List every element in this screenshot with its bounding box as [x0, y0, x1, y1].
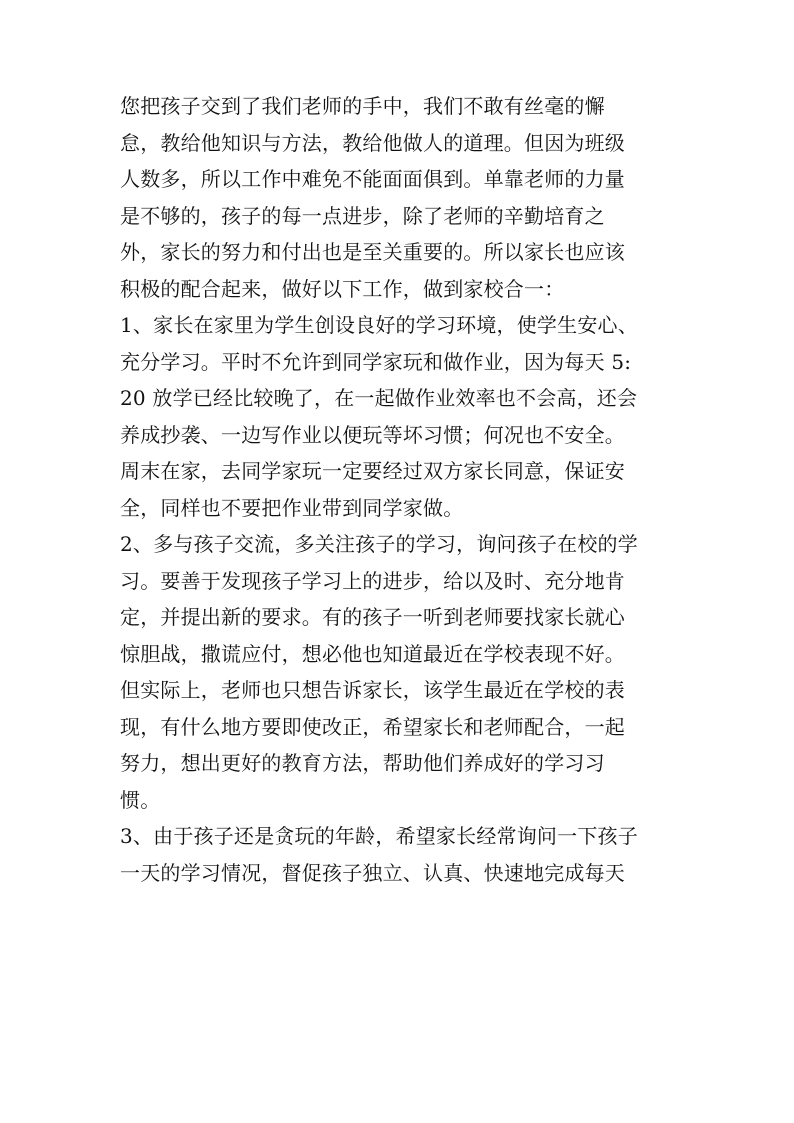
- text-line-21: 3、由于孩子还是贪玩的年龄，希望家长经常询问一下孩子: [120, 824, 638, 848]
- text-line-14: 习。要善于发现孩子学习上的进步，给以及时、充分地肯: [120, 568, 625, 593]
- text-line-6: 积极的配合起来，做好以下工作，做到家校合一：: [120, 276, 565, 301]
- text-line-5: 外，家长的努力和付出也是至关重要的。所以家长也应该: [120, 240, 625, 264]
- text-line-8: 充分学习。平时不允许到同学家玩和做作业，因为每天 5:: [120, 349, 632, 374]
- text-line-11: 周末在家，去同学家玩一定要经过双方家长同意，保证安: [120, 459, 625, 483]
- text-line-1: 您把孩子交到了我们老师的手中，我们不敢有丝毫的懈: [120, 94, 605, 118]
- text-line-15: 定，并提出新的要求。有的孩子一听到老师要找家长就心: [120, 605, 625, 629]
- text-line-13: 2、多与孩子交流，多关注孩子的学习，询问孩子在校的学: [120, 532, 638, 556]
- text-line-16: 惊胆战，撒谎应付，想必他也知道最近在学校表现不好。: [120, 641, 625, 666]
- text-line-10: 养成抄袭、一边写作业以便玩等坏习惯；何况也不安全。: [120, 422, 625, 447]
- text-line-9: 20 放学已经比较晚了，在一起做作业效率也不会高，还会: [120, 386, 638, 410]
- document-body: [120, 88, 680, 891]
- text-line-20: 惯。: [120, 787, 161, 812]
- text-line-3: 人数多，所以工作中难免不能面面俱到。单靠老师的力量: [120, 167, 625, 191]
- text-line-7: 1、家长在家里为学生创设良好的学习环境，使学生安心、: [120, 313, 638, 337]
- text-line-18: 现，有什么地方要即使改正，希望家长和老师配合，一起: [120, 714, 625, 739]
- text-line-19: 努力，想出更好的教育方法，帮助他们养成好的学习习: [120, 751, 605, 775]
- text-line-4: 是不够的，孩子的每一点进步，除了老师的辛勤培育之: [120, 203, 605, 228]
- text-line-22: 一天的学习情况，督促孩子独立、认真、快速地完成每天: [120, 860, 625, 885]
- text-line-12: 全，同样也不要把作业带到同学家做。: [120, 495, 464, 520]
- text-line-2: 怠，教给他知识与方法，教给他做人的道理。但因为班级: [120, 130, 625, 155]
- text-line-17: 但实际上，老师也只想告诉家长，该学生最近在学校的表: [120, 678, 625, 702]
